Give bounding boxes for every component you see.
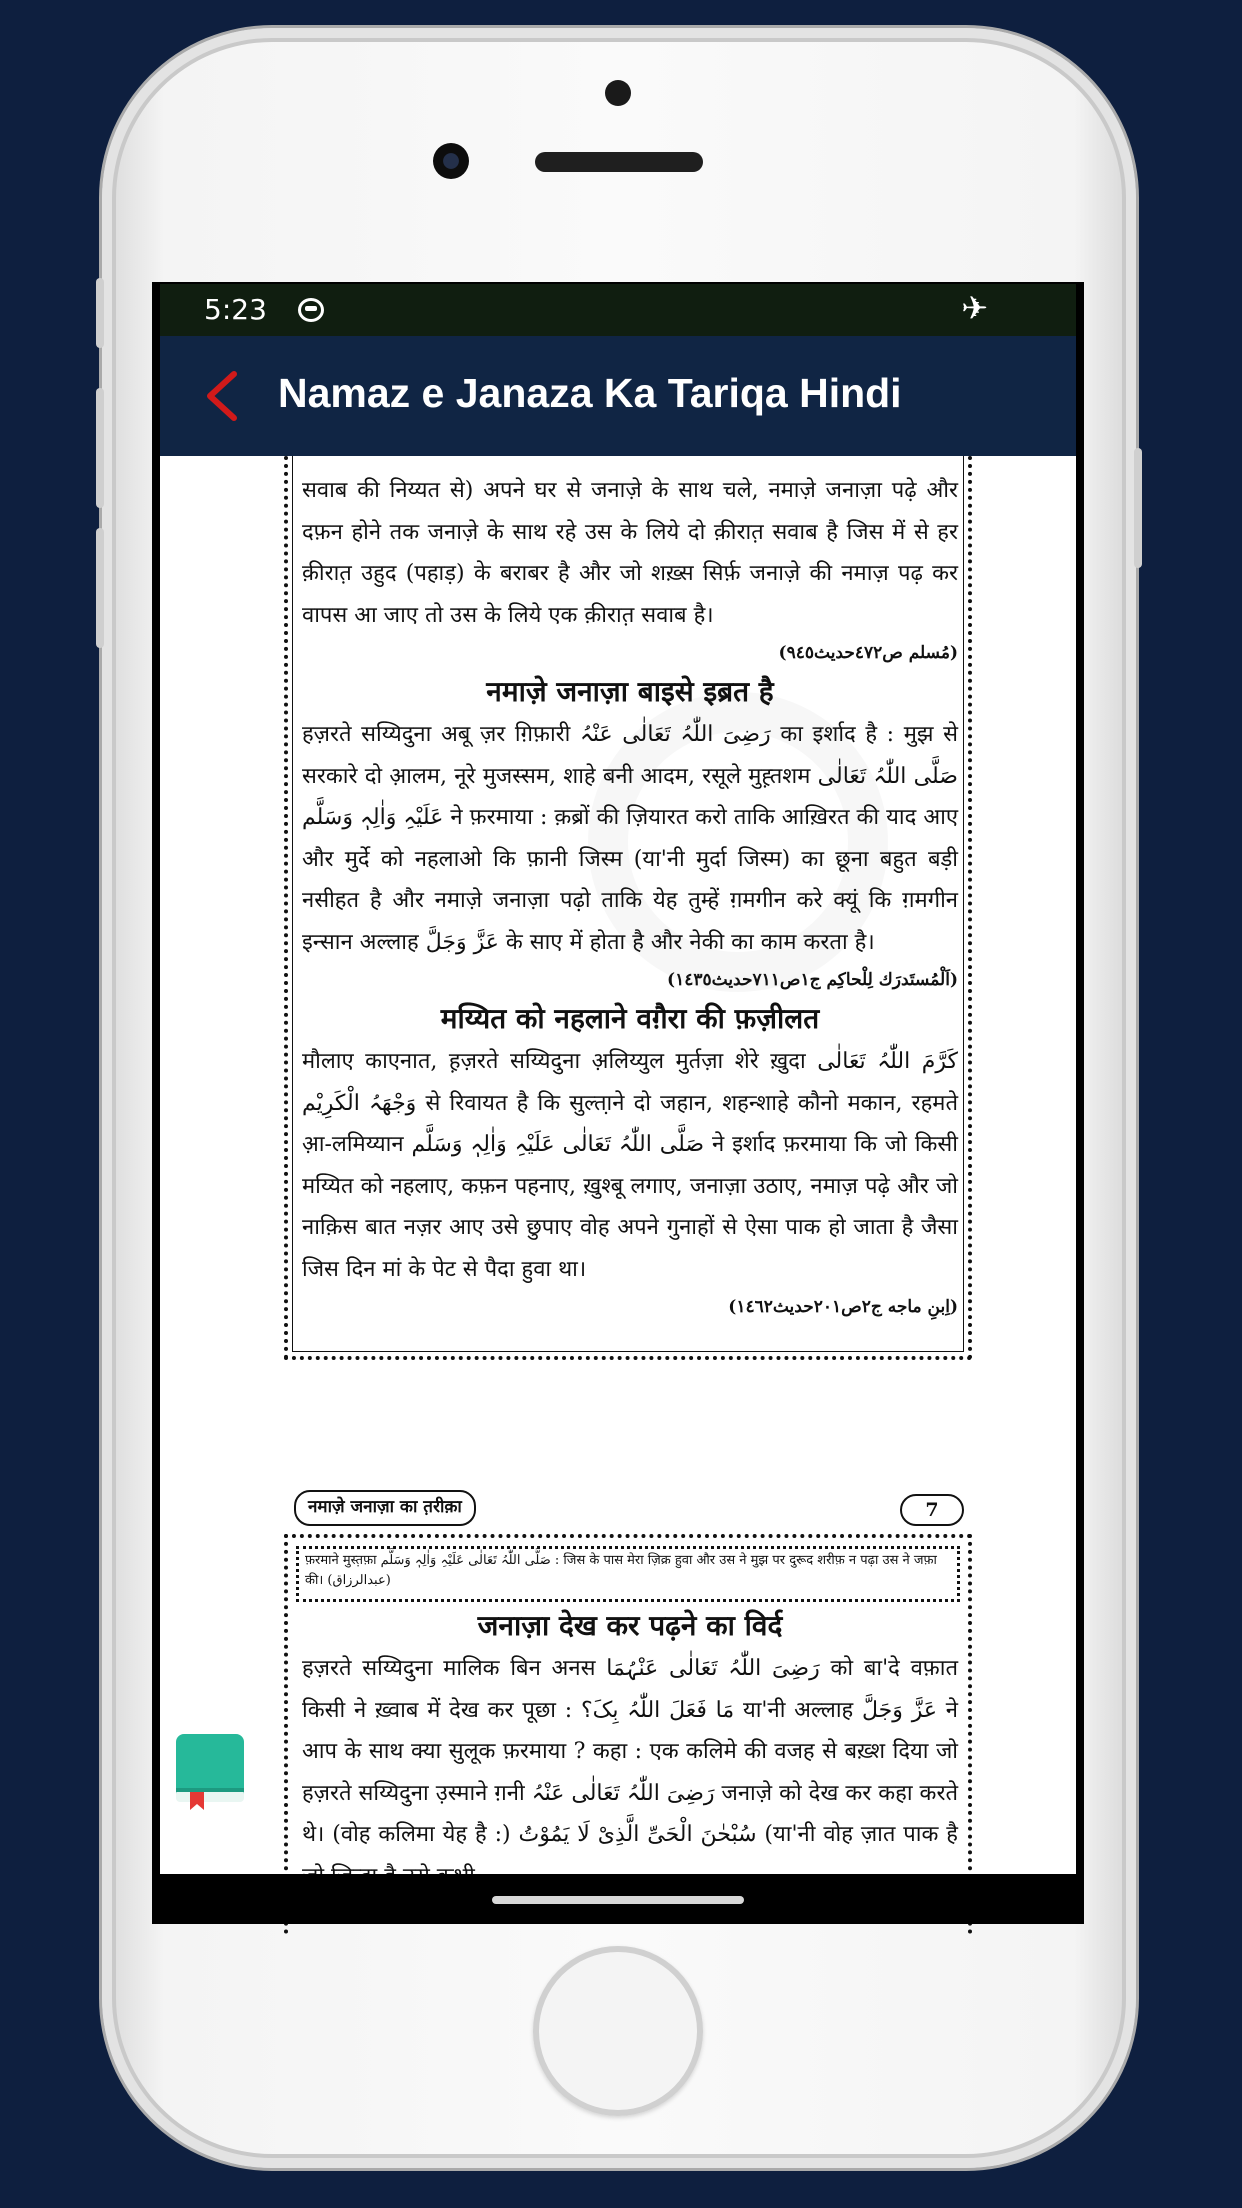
bookmark-fab[interactable] bbox=[174, 1732, 246, 1810]
running-title: नमाज़े जनाज़ा का त़रीक़ा bbox=[294, 1490, 476, 1526]
airplane-mode-icon: ✈ bbox=[961, 289, 988, 327]
reference-2: (اَلْمُستَدرَك لِلْحاكِم ج١ص٧١١حديث١٤٣٥) bbox=[667, 970, 958, 990]
volume-up-button bbox=[96, 388, 104, 508]
back-arrow-icon bbox=[196, 366, 256, 426]
side-button bbox=[96, 278, 104, 348]
system-nav-bar bbox=[152, 1874, 1084, 1924]
home-gesture-pill[interactable] bbox=[492, 1896, 744, 1904]
book-page-top bbox=[284, 456, 972, 1360]
heading-ibrat: नमाज़े जनाज़ा बाइसे इब्रत है bbox=[486, 675, 774, 708]
notification-icon bbox=[298, 298, 324, 322]
reference-3: (اِبنِ ماجه ج٢ص٢٠١حديث١٤٦٢) bbox=[728, 1297, 958, 1317]
paragraph-3: मौलाए काएनात, ह़ज़रते सय्यिदुना अ़लिय्युल मुर्तज़ा शेरे ख़ुदा كَرَّمَ اللّٰہُ تَعَالٰی وَجْھَہُ الْکَرِیْم से रिवायत है कि सुल्ता़ने दो जहान, शहन्शाहे कौनो मकान, रहमते आ़-लमिय्यान صَلَّی اللّٰہُ تَعَالٰی عَلَیْہِ وَاٰلِہٖ وَسَلَّم ने इर्शाद फ़रमाया कि जो किसी मय्यित को नहलाए, कफ़न पहनाए, ख़ुश्बू लगाए, जनाज़ा उठाए, नमाज़ पढ़े और जो नाक़िस बात नज़र आए उसे छुपाए वोह अपने गुनाहों से ऐसा पाक हो जाता है जैसा जिस दिन मां के पेट से पैदा हुवा था। bbox=[302, 1049, 959, 1282]
page-top-text bbox=[302, 470, 958, 1324]
page-number: 7 bbox=[900, 1494, 964, 1526]
proximity-sensor bbox=[605, 80, 631, 106]
farman-box: फ़रमाने मुस्त़फ़ा صَلَّی اللّٰہُ تَعَالٰی عَلَیْہِ وَاٰلِہٖ وَسَلَّم : जिस के पास मेरा ज़िक्र हुवा और उस ने मुझ पर दुरूद शरीफ़ न पढ़ा उस ने जफ़ा की। (عبدالرزاق) bbox=[296, 1546, 960, 1602]
book-bookmark-icon bbox=[174, 1732, 246, 1810]
home-button[interactable] bbox=[533, 1946, 703, 2116]
paragraph-1: सवाब की निय्यत से) अपने घर से जनाज़े के साथ चले, नमाज़े जनाज़ा पढ़े और दफ़न होने तक जनाज़े के साथ रहे उस के लिये दो क़ीरात़ सवाब है जिस में से हर क़ीरात़ उहुद (पहाड़) के बराबर है और जो शख़्स सिर्फ़ जनाज़े की नमाज़ पढ़ कर वापस आ जाए तो उस के लिये एक क़ीरात़ सवाब है। bbox=[302, 478, 958, 628]
heading-wird: जनाज़ा देख कर पढ़ने का विर्द bbox=[477, 1609, 783, 1642]
earpiece-speaker bbox=[535, 152, 703, 172]
app-bar bbox=[160, 336, 1076, 456]
status-time: 5:23 bbox=[204, 293, 267, 326]
phone-screen bbox=[152, 282, 1084, 1924]
app-title: Namaz e Janaza Ka Tariqa Hindi bbox=[278, 370, 902, 416]
page-bottom-text bbox=[302, 1604, 958, 1897]
book-page-viewer[interactable] bbox=[160, 456, 1076, 1874]
power-button bbox=[1134, 448, 1142, 568]
paragraph-2: हज़रते सय्यिदुना अबू ज़र ग़िफ़ारी رَضِیَ اللّٰہُ تَعَالٰی عَنْہُ का इर्शाद है : मुझ से सरकारे दो आ़लम, नूरे मुजस्सम, शाहे बनी आदम, रसूले मुह़्तशम صَلَّی اللّٰہُ تَعَالٰی عَلَیْہِ وَاٰلِہٖ وَسَلَّم ने फ़रमाया : क़ब्रों की ज़ियारत करो ताकि आख़िरत की याद आए और मुर्दे को नहलाओ कि फ़ानी जिस्म (या'नी मुर्दा जिस्म) का छूना बहुत बड़ी नसीहत है और नमाज़े जनाज़ा पढ़ो ताकि येह तुम्हें ग़मगीन करे क्यूं कि ग़मगीन इन्सान अल्लाह عَزَّ وَجَلَّ के साए में होता है और नेकी का काम करता है। bbox=[302, 722, 959, 955]
front-camera bbox=[433, 143, 469, 179]
volume-down-button bbox=[96, 528, 104, 648]
back-button[interactable] bbox=[196, 366, 256, 426]
reference-1: (مُسلم ص٤٧٢حديث٩٤٥) bbox=[778, 643, 958, 663]
paragraph-wird: हज़रते सय्यिदुना मालिक बिन अनस رَضِیَ اللّٰہُ تَعَالٰی عَنْہُمَا को बा'दे वफ़ात किसी ने ख़्वाब में देख कर पूछा : مَا فَعَلَ اللّٰہُ بِکَ؟ या'नी अल्लाह عَزَّ وَجَلَّ ने आप के साथ क्या सुलूक फ़रमाया ? कहा : एक कलिमे की वजह से बख़्श दिया जो हज़रते सय्यिदुना उ़स्माने ग़नी رَضِیَ اللّٰہُ تَعَالٰی عَنْہُ जनाज़े को देख कर कहा करते थे। (वोह कलिमा येह है :) سُبْحٰنَ الْحَیِّ الَّذِیْ لَا یَمُوْتُ (या'नी वोह ज़ात पाक है bbox=[302, 1656, 959, 1847]
status-bar bbox=[160, 284, 1076, 336]
heading-fazilat: मय्यित को नहलाने वग़ैरा की फ़ज़ीलत bbox=[440, 1002, 820, 1035]
